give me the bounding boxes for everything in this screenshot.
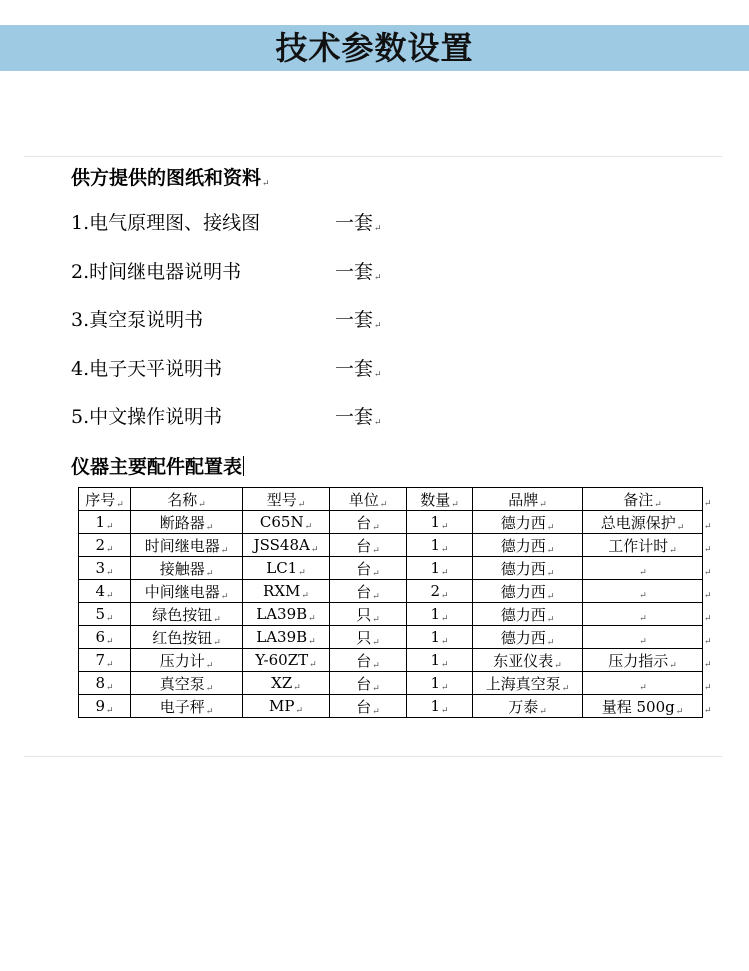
- paragraph-mark-icon: ↵: [116, 499, 124, 510]
- paragraph-mark-icon: ↵: [704, 498, 712, 509]
- paragraph-mark-icon: ↵: [546, 614, 555, 625]
- table-cell: 1↵: [407, 511, 473, 534]
- paragraph-mark-icon: ↵: [704, 636, 712, 647]
- table-row: [79, 511, 717, 534]
- table-cell: 9↵: [79, 695, 131, 718]
- table-cell: [583, 626, 703, 649]
- document-bottom-rule: [24, 756, 722, 757]
- table-cell: 2↵: [407, 580, 473, 603]
- table-row: [79, 580, 717, 603]
- table-cell: 7↵: [79, 649, 131, 672]
- paragraph-mark-icon: ↵: [639, 682, 647, 693]
- table-cell: 断路器↵: [131, 511, 243, 534]
- paragraph-mark-icon: ↵: [441, 613, 449, 624]
- table-cell: 时间继电器↵: [131, 534, 243, 557]
- table-cell: 5↵: [79, 603, 131, 626]
- paragraph-mark-icon: ↵: [639, 636, 647, 647]
- doc-item-name: 2.时间继电器说明书: [71, 260, 242, 283]
- table-cell: 只↵: [330, 603, 407, 626]
- paragraph-mark-icon: ↵: [379, 499, 388, 510]
- paragraph-mark-icon: ↵: [441, 521, 449, 532]
- row-end-mark: [703, 488, 717, 511]
- table-cell: 德力西↵: [473, 603, 583, 626]
- paragraph-mark-icon: ↵: [441, 544, 449, 555]
- paragraph-mark-icon: ↵: [262, 179, 270, 189]
- paragraph-mark-icon: ↵: [704, 613, 712, 624]
- paragraph-mark-icon: ↵: [561, 683, 570, 694]
- paragraph-mark-icon: ↵: [106, 521, 114, 532]
- table-cell: 压力指示↵: [583, 649, 703, 672]
- table-cell: 红色按钮↵: [131, 626, 243, 649]
- paragraph-mark-icon: ↵: [372, 545, 380, 556]
- table-cell: Y-60ZT↵: [243, 649, 330, 672]
- paragraph-mark-icon: ↵: [704, 590, 712, 601]
- table-cell: LA39B↵: [243, 626, 330, 649]
- paragraph-mark-icon: ↵: [293, 682, 301, 693]
- doc-item-name: 3.真空泵说明书: [71, 309, 204, 331]
- table-cell: 工作计时↵: [583, 534, 703, 557]
- config-table: [78, 487, 717, 718]
- paragraph-mark-icon: ↵: [106, 613, 114, 624]
- table-cell: [583, 603, 703, 626]
- table-cell: 台↵: [330, 511, 407, 534]
- row-end-mark: [703, 626, 717, 649]
- table-cell: 东亚仪表↵: [473, 649, 583, 672]
- table-cell: 德力西↵: [473, 626, 583, 649]
- table-cell: XZ↵: [243, 672, 330, 695]
- doc-item-qty: 一套↵: [335, 212, 382, 234]
- table-cell: 1↵: [407, 672, 473, 695]
- paragraph-mark-icon: ↵: [372, 568, 380, 579]
- paragraph-mark-icon: ↵: [309, 659, 317, 670]
- config-heading-text: 仪器主要配件配置表: [71, 456, 243, 478]
- paragraph-mark-icon: ↵: [675, 706, 684, 717]
- paragraph-mark-icon: ↵: [295, 705, 303, 716]
- table-cell: LA39B↵: [243, 603, 330, 626]
- table-cell: 德力西↵: [473, 511, 583, 534]
- row-end-mark: [703, 603, 717, 626]
- table-cell: 1↵: [407, 649, 473, 672]
- table-cell: 台↵: [330, 695, 407, 718]
- column-header: 序号↵: [79, 488, 131, 511]
- paragraph-mark-icon: ↵: [654, 499, 662, 510]
- paragraph-mark-icon: ↵: [704, 659, 712, 670]
- table-row: [79, 672, 717, 695]
- table-cell: 4↵: [79, 580, 131, 603]
- table-cell: 电子秤↵: [131, 695, 243, 718]
- paragraph-mark-icon: ↵: [372, 683, 380, 694]
- table-cell: MP↵: [243, 695, 330, 718]
- paragraph-mark-icon: ↵: [308, 636, 316, 647]
- document-top-rule: [24, 156, 722, 157]
- paragraph-mark-icon: ↵: [669, 545, 677, 556]
- docs-heading-text: 供方提供的图纸和资料: [71, 167, 262, 189]
- table-cell: 压力计↵: [131, 649, 243, 672]
- page-title: 技术参数设置: [275, 29, 474, 67]
- table-cell: 台↵: [330, 557, 407, 580]
- doc-item-qty: 一套↵: [335, 406, 382, 428]
- paragraph-mark-icon: ↵: [374, 369, 382, 380]
- table-cell: 1↵: [407, 534, 473, 557]
- paragraph-mark-icon: ↵: [676, 522, 685, 533]
- doc-item-name: 5.中文操作说明书: [71, 406, 223, 428]
- column-header: 品牌↵: [473, 488, 583, 511]
- column-header: 备注↵: [583, 488, 703, 511]
- config-section-heading[interactable]: [71, 452, 244, 479]
- table-cell: 台↵: [330, 580, 407, 603]
- paragraph-mark-icon: ↵: [106, 544, 114, 555]
- paragraph-mark-icon: ↵: [441, 567, 449, 578]
- table-cell: 绿色按钮↵: [131, 603, 243, 626]
- doc-item-name: 4.电子天平说明书: [71, 357, 223, 380]
- column-header: 型号↵: [243, 488, 330, 511]
- row-end-mark: [703, 511, 717, 534]
- paragraph-mark-icon: ↵: [704, 567, 712, 578]
- paragraph-mark-icon: ↵: [451, 499, 459, 510]
- table-row: [79, 695, 717, 718]
- paragraph-mark-icon: ↵: [441, 636, 449, 647]
- paragraph-mark-icon: ↵: [106, 682, 114, 693]
- table-cell: LC1↵: [243, 557, 330, 580]
- table-row: [79, 626, 717, 649]
- column-header: 单位↵: [330, 488, 407, 511]
- table-cell: 1↵: [407, 626, 473, 649]
- paragraph-mark-icon: ↵: [374, 224, 382, 234]
- table-row: [79, 603, 717, 626]
- paragraph-mark-icon: ↵: [546, 545, 555, 556]
- table-cell: 3↵: [79, 557, 131, 580]
- doc-list-item: [71, 257, 471, 283]
- paragraph-mark-icon: ↵: [374, 418, 382, 428]
- paragraph-mark-icon: ↵: [441, 659, 449, 670]
- table-cell: 1↵: [407, 557, 473, 580]
- column-header: 名称↵: [131, 488, 243, 511]
- paragraph-mark-icon: ↵: [639, 567, 647, 578]
- table-body: [79, 511, 717, 718]
- paragraph-mark-icon: ↵: [205, 568, 214, 579]
- table-cell: [583, 672, 703, 695]
- row-end-mark: [703, 557, 717, 580]
- row-end-mark: [703, 534, 717, 557]
- table-cell: 6↵: [79, 626, 131, 649]
- table-cell: 德力西↵: [473, 557, 583, 580]
- table-cell: [583, 580, 703, 603]
- table-row: [79, 534, 717, 557]
- table-cell: 2↵: [79, 534, 131, 557]
- paragraph-mark-icon: ↵: [205, 706, 214, 717]
- table-cell: 台↵: [330, 534, 407, 557]
- paragraph-mark-icon: ↵: [539, 499, 547, 510]
- table-cell: 上海真空泵↵: [473, 672, 583, 695]
- paragraph-mark-icon: ↵: [205, 522, 214, 533]
- paragraph-mark-icon: ↵: [441, 705, 449, 716]
- paragraph-mark-icon: ↵: [301, 590, 309, 601]
- paragraph-mark-icon: ↵: [372, 591, 380, 602]
- table-cell: 总电源保护↵: [583, 511, 703, 534]
- paragraph-mark-icon: ↵: [205, 683, 214, 694]
- paragraph-mark-icon: ↵: [374, 321, 382, 331]
- paragraph-mark-icon: ↵: [372, 522, 380, 533]
- paragraph-mark-icon: ↵: [374, 272, 382, 283]
- table-cell: 接触器↵: [131, 557, 243, 580]
- text-cursor: [243, 456, 244, 476]
- paragraph-mark-icon: ↵: [220, 591, 229, 602]
- paragraph-mark-icon: ↵: [106, 705, 114, 716]
- doc-list-item: [71, 354, 471, 380]
- paragraph-mark-icon: ↵: [106, 567, 114, 578]
- table-cell: 1↵: [407, 603, 473, 626]
- column-header: 数量↵: [407, 488, 473, 511]
- paragraph-mark-icon: ↵: [639, 613, 647, 624]
- paragraph-mark-icon: ↵: [546, 568, 555, 579]
- paragraph-mark-icon: ↵: [308, 613, 316, 624]
- paragraph-mark-icon: ↵: [298, 567, 306, 578]
- table-cell: 只↵: [330, 626, 407, 649]
- table-cell: 德力西↵: [473, 534, 583, 557]
- paragraph-mark-icon: ↵: [441, 590, 449, 601]
- table-cell: 中间继电器↵: [131, 580, 243, 603]
- paragraph-mark-icon: ↵: [546, 591, 555, 602]
- paragraph-mark-icon: ↵: [539, 706, 547, 717]
- table-cell: 量程 500g↵: [583, 695, 703, 718]
- paragraph-mark-icon: ↵: [704, 521, 712, 532]
- table-cell: [583, 557, 703, 580]
- paragraph-mark-icon: ↵: [441, 682, 449, 693]
- paragraph-mark-icon: ↵: [213, 614, 221, 625]
- row-end-mark: [703, 672, 717, 695]
- doc-item-name: 1.电气原理图、接线图: [71, 212, 261, 234]
- paragraph-mark-icon: ↵: [297, 499, 306, 510]
- paragraph-mark-icon: ↵: [304, 521, 313, 532]
- table-cell: 1↵: [407, 695, 473, 718]
- paragraph-mark-icon: ↵: [372, 706, 380, 717]
- doc-list-item: [71, 208, 471, 234]
- doc-list-item: [71, 402, 471, 428]
- table-cell: 台↵: [330, 649, 407, 672]
- paragraph-mark-icon: ↵: [220, 545, 229, 556]
- paragraph-mark-icon: ↵: [106, 636, 114, 647]
- table-cell: 德力西↵: [473, 580, 583, 603]
- table-cell: RXM↵: [243, 580, 330, 603]
- table-row: [79, 649, 717, 672]
- doc-item-qty: 一套↵: [335, 357, 382, 380]
- paragraph-mark-icon: ↵: [704, 544, 712, 555]
- paragraph-mark-icon: ↵: [198, 499, 206, 510]
- paragraph-mark-icon: ↵: [372, 637, 380, 648]
- row-end-mark: [703, 649, 717, 672]
- paragraph-mark-icon: ↵: [372, 614, 380, 625]
- row-end-mark: [703, 695, 717, 718]
- table-row: [79, 557, 717, 580]
- table-cell: 1↵: [79, 511, 131, 534]
- paragraph-mark-icon: ↵: [546, 522, 555, 533]
- paragraph-mark-icon: ↵: [310, 544, 319, 555]
- paragraph-mark-icon: ↵: [554, 660, 562, 671]
- paragraph-mark-icon: ↵: [704, 682, 712, 693]
- doc-item-qty: 一套↵: [335, 309, 382, 331]
- docs-section-heading: [71, 163, 270, 190]
- doc-list-item: [71, 305, 471, 331]
- table-cell: 真空泵↵: [131, 672, 243, 695]
- paragraph-mark-icon: ↵: [106, 590, 114, 601]
- table-cell: 台↵: [330, 672, 407, 695]
- row-end-mark: [703, 580, 717, 603]
- doc-item-qty: 一套↵: [335, 260, 382, 283]
- paragraph-mark-icon: ↵: [639, 590, 647, 601]
- table-cell: C65N↵: [243, 511, 330, 534]
- paragraph-mark-icon: ↵: [205, 660, 214, 671]
- paragraph-mark-icon: ↵: [106, 659, 114, 670]
- paragraph-mark-icon: ↵: [213, 637, 221, 648]
- table-header-row: [79, 488, 717, 511]
- paragraph-mark-icon: ↵: [669, 660, 677, 671]
- paragraph-mark-icon: ↵: [372, 660, 380, 671]
- table-cell: 8↵: [79, 672, 131, 695]
- paragraph-mark-icon: ↵: [704, 705, 712, 716]
- paragraph-mark-icon: ↵: [546, 637, 555, 648]
- table-cell: 万泰↵: [473, 695, 583, 718]
- table-cell: JSS48A↵: [243, 534, 330, 557]
